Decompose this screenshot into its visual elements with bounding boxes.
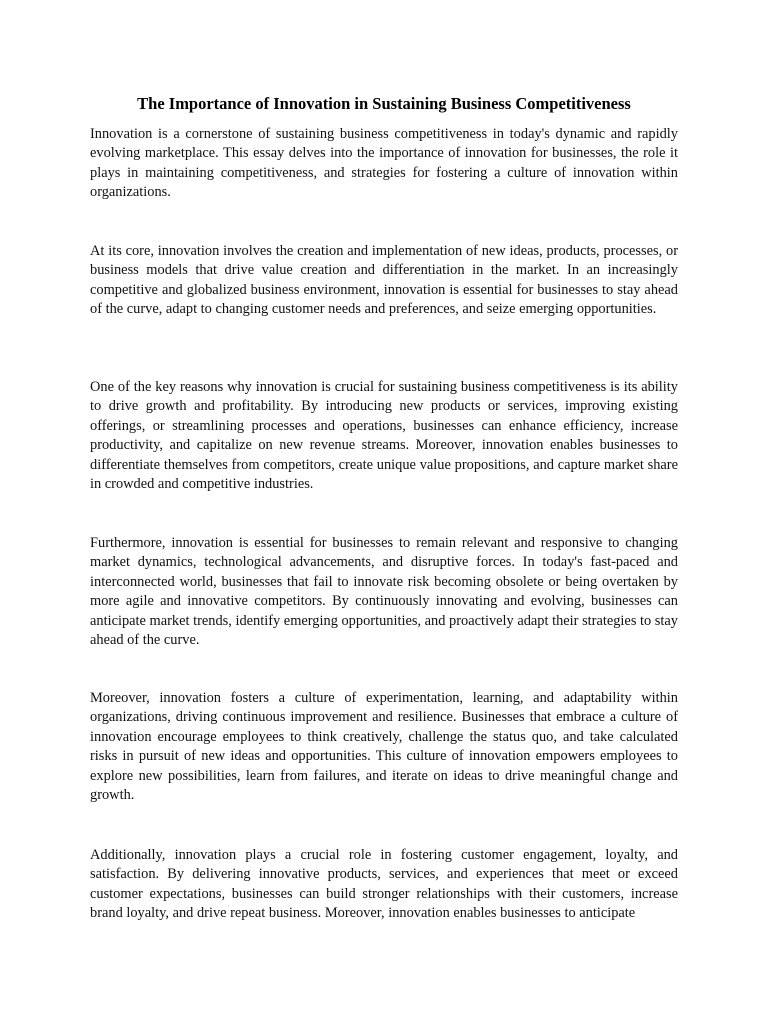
paragraph-core-definition: At its core, innovation involves the creation and implementation of new ideas, products, processes, or business models that drive value creation and differentiation in the market. In an increasingly competitive and globalized business environment, innovation is essential for businesses to stay ahead of the curve, adapt to changing customer needs and preferences, and seize emerging opportunities. [90, 243, 678, 318]
paragraph-relevance: Furthermore, innovation is essential for businesses to remain relevant and responsive to changing market dynamics, technological advancements, and disruptive forces. In today's fast-paced and interconnected world, businesses that fail to innovate risk becoming obsolete or being overtaken by more agile and innovative competitors. By continuously innovating and evolving, businesses can anticipate market trends, identify emerging opportunities, and proactively adapt their strategies to stay ahead of the curve. [90, 535, 678, 649]
paragraph-growth-profitability: One of the key reasons why innovation is crucial for sustaining business competitiveness is its ability to drive growth and profitability. By introducing new products or services, improving existing offerings, or streamlining processes and operations, businesses can enhance efficiency, increase productivity, and capitalize on new revenue streams. Moreover, innovation enables businesses to differentiate themselves from competitors, create unique value propositions, and capture market share in crowded and competitive industries. [90, 379, 678, 493]
paragraph-intro: Innovation is a cornerstone of sustaining business competitiveness in today's dynamic and rapidly evolving marketplace. This essay delves into the importance of innovation for businesses, the role it plays in maintaining competitiveness, and strategies for fostering a culture of innovation within organizations. [90, 126, 678, 201]
paragraph-customer-engagement: Additionally, innovation plays a crucial role in fostering customer engagement, loyalty, and satisfaction. By delivering innovative products, services, and experiences that meet or exceed customer expectations, businesses can build stronger relationships with their customers, increase brand loyalty, and drive repeat business. Moreover, innovation enables businesses to anticipate [90, 847, 678, 922]
paragraph-culture: Moreover, innovation fosters a culture of experimentation, learning, and adaptability within organizations, driving continuous improvement and resilience. Businesses that embrace a culture of innovation encourage employees to think creatively, challenge the status quo, and take calculated risks in pursuit of new ideas and opportunities. This culture of innovation empowers employees to explore new possibilities, learn from failures, and iterate on ideas to drive meaningful change and growth. [90, 690, 678, 804]
document-title: The Importance of Innovation in Sustaining Business Competitiveness [137, 94, 631, 113]
